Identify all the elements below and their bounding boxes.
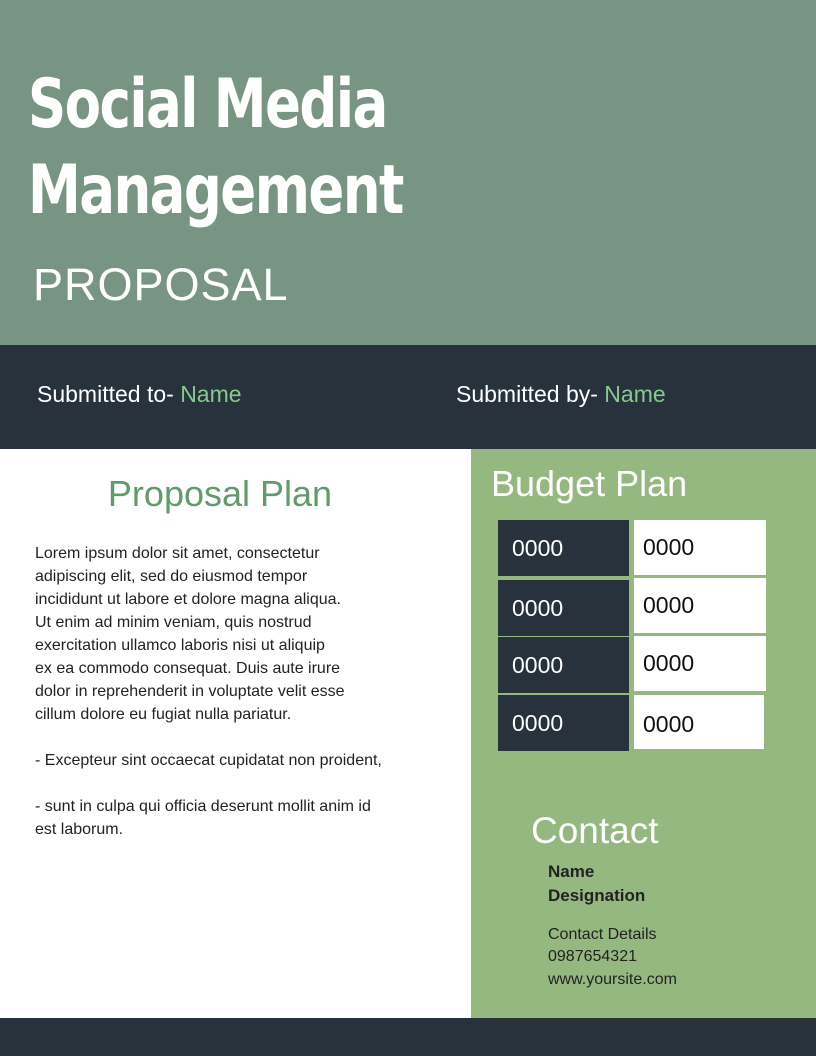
submitted-to-name: Name [180,381,242,407]
contact-name: Name [548,862,595,881]
proposal-plan-body [35,542,435,864]
budget-cell-label: 0000 [498,637,629,693]
header-banner [0,0,816,345]
document-subtitle: PROPOSAL [33,259,289,310]
contact-heading: Contact [531,810,659,851]
budget-cell-label: 0000 [498,580,629,636]
contact-designation: Designation [548,886,646,905]
contact-website: www.yoursite.com [548,971,677,988]
budget-cell-label: 0000 [498,520,629,576]
proposal-bullet-2: - sunt in culpa qui officia deserunt mollit anim id est laborum. [35,798,371,838]
proposal-paragraph: Lorem ipsum dolor sit amet, consectetur adipiscing elit, sed do eiusmod tempor incididunt ut labore et dolore magna aliqua. Ut enim ad minim veniam, quis nostrud exercitation ullamco laboris nisi ut aliquip ex ea commodo consequat. Duis aute irure dolor in reprehenderit in voluptate velit esse cillum dolore eu fugiat nulla pariatur. [35,545,345,723]
contact-details-label: Contact Details [548,926,657,943]
budget-plan-heading: Budget Plan [491,463,688,504]
submitted-by-label: Submitted by- [456,381,605,407]
proposal-plan-heading: Proposal Plan [107,473,333,514]
title-line-1: Social Media [28,65,387,144]
budget-cell-value: 0000 [634,578,766,633]
budget-cell-value: 0000 [634,520,766,575]
proposal-bullet-1: - Excepteur sint occaecat cupidatat non proident, [35,752,382,769]
submitted-to-label: Submitted to- [37,381,181,407]
submitted-by [456,380,666,408]
footer-bar [0,1018,816,1056]
budget-cell-label: 0000 [498,695,629,751]
document-title [28,62,403,234]
submitted-to [37,380,242,408]
contact-phone: 0987654321 [548,948,637,965]
submitted-by-name: Name [604,381,666,407]
budget-cell-value: 0000 [634,695,764,749]
title-line-2: Management [28,151,403,230]
budget-cell-value: 0000 [634,636,766,691]
